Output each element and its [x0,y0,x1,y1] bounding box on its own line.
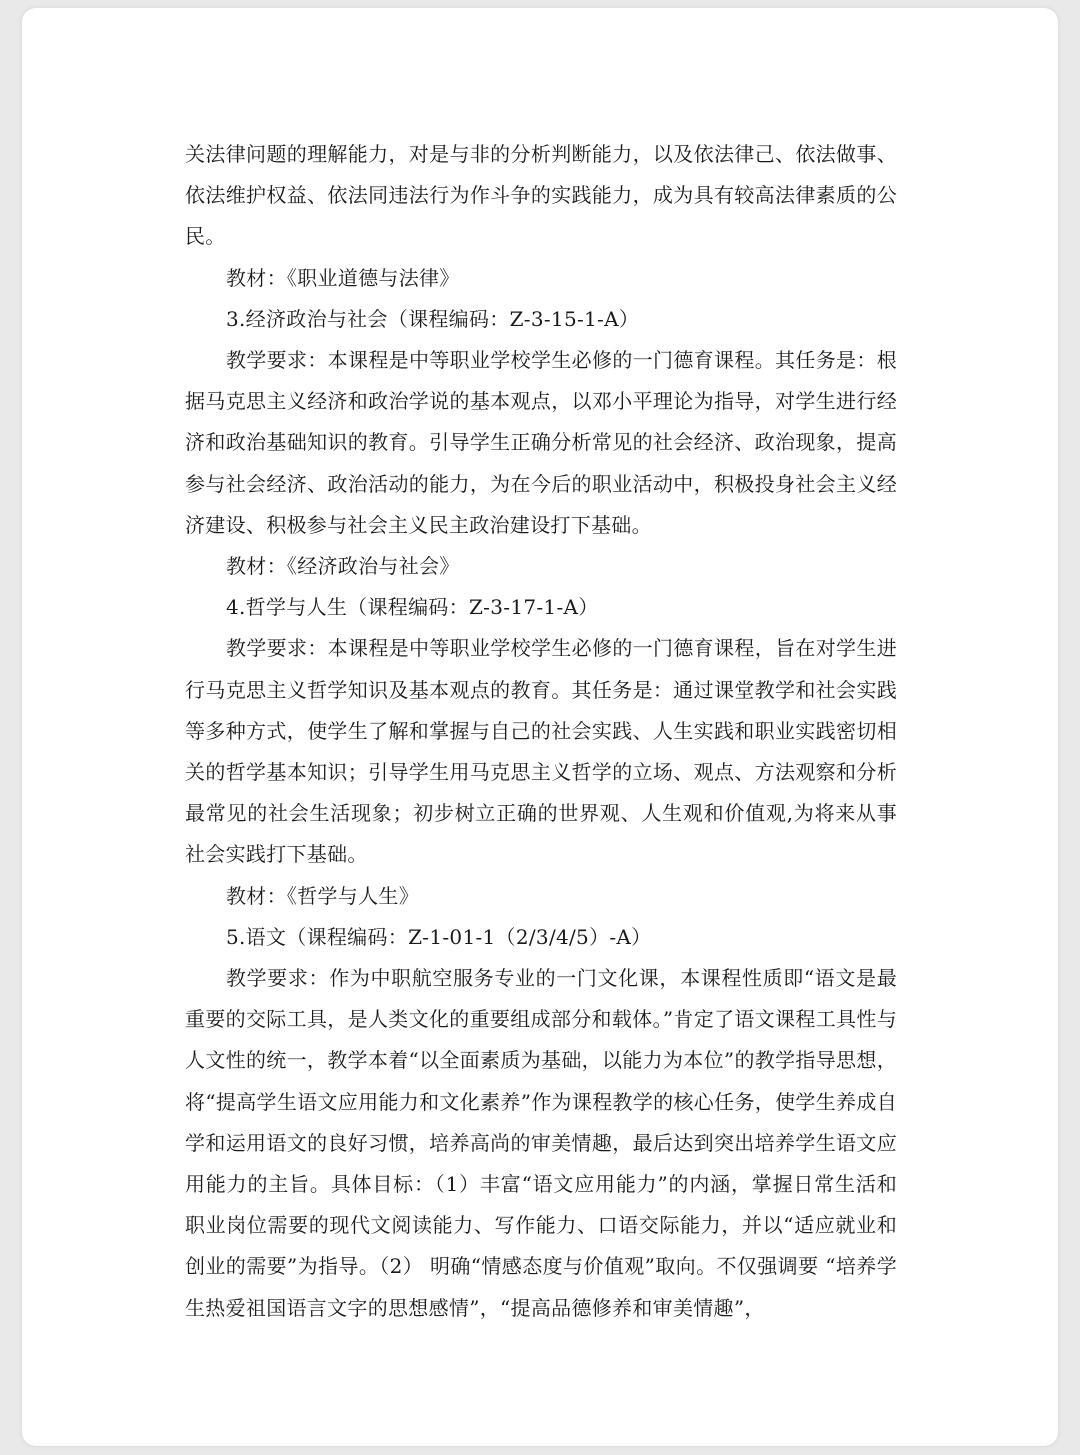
paragraph-law-continuation: 关法律问题的理解能力，对是与非的分析判断能力，以及依法律己、依法做事、依法维护权益、依法同违法行为作斗争的实践能力，成为具有较高法律素质的公民。 [185,142,897,249]
textbook-line-ethics-law: 教材：《职业道德与法律》 [226,265,460,290]
document-body [185,134,897,1329]
course-heading-economics-politics: 3.经济政治与社会（课程编码：Z-3-15-1-A） [226,306,640,331]
textbook-line-philosophy: 教材：《哲学与人生》 [226,883,419,908]
paragraph-philosophy-requirements: 教学要求：本课程是中等职业学校学生必修的一门德育课程，旨在对学生进行马克思主义哲学知识及基本观点的教育。其任务是：通过课堂教学和社会实践等多种方式，使学生了解和掌握与自己的社会实践、人生实践和职业实践密切相关的哲学基本知识；引导学生用马克思主义哲学的立场、观点、方法观察和分析最常见的社会生活现象；初步树立正确的世界观、人生观和价值观,为将来从事社会实践打下基础。 [185,636,897,867]
paragraph-economics-requirements: 教学要求：本课程是中等职业学校学生必修的一门德育课程。其任务是：根据马克思主义经济和政治学说的基本观点，以邓小平理论为指导，对学生进行经济和政治基础知识的教育。引导学生正确分析常见的社会经济、政治现象，提高参与社会经济、政治活动的能力，为在今后的职业活动中，积极投身社会主义经济建设、积极参与社会主义民主政治建设打下基础。 [185,348,897,537]
textbook-line-economics: 教材：《经济政治与社会》 [226,554,460,579]
document-page [22,8,1058,1446]
course-heading-chinese: 5.语文（课程编码：Z-1-01-1（2/3/4/5）-A） [226,924,652,949]
course-heading-philosophy: 4.哲学与人生（课程编码：Z-3-17-1-A） [226,595,599,620]
paragraph-chinese-requirements: 教学要求：作为中职航空服务专业的一门文化课，本课程性质即“语文是最重要的交际工具，是人类文化的重要组成部分和载体。”肯定了语文课程工具性与人文性的统一，教学本着“以全面素质为基础，以能力为本位”的教学指导思想，将“提高学生语文应用能力和文化素养”作为课程教学的核心任务，使学生养成自学和运用语文的良好习惯，培养高尚的审美情趣，最后达到突出培养学生语文应用能力的主旨。具体目标：（1）丰富“语文应用能力”的内涵，掌握日常生活和职业岗位需要的现代文阅读能力、写作能力、口语交际能力，并以“适应就业和创业的需要”为指导。（2） 明确“情感态度与价值观”取向。不仅强调要 “培养学生热爱祖国语言文字的思想感情”，“提高品德修养和审美情趣”， [185,966,897,1320]
